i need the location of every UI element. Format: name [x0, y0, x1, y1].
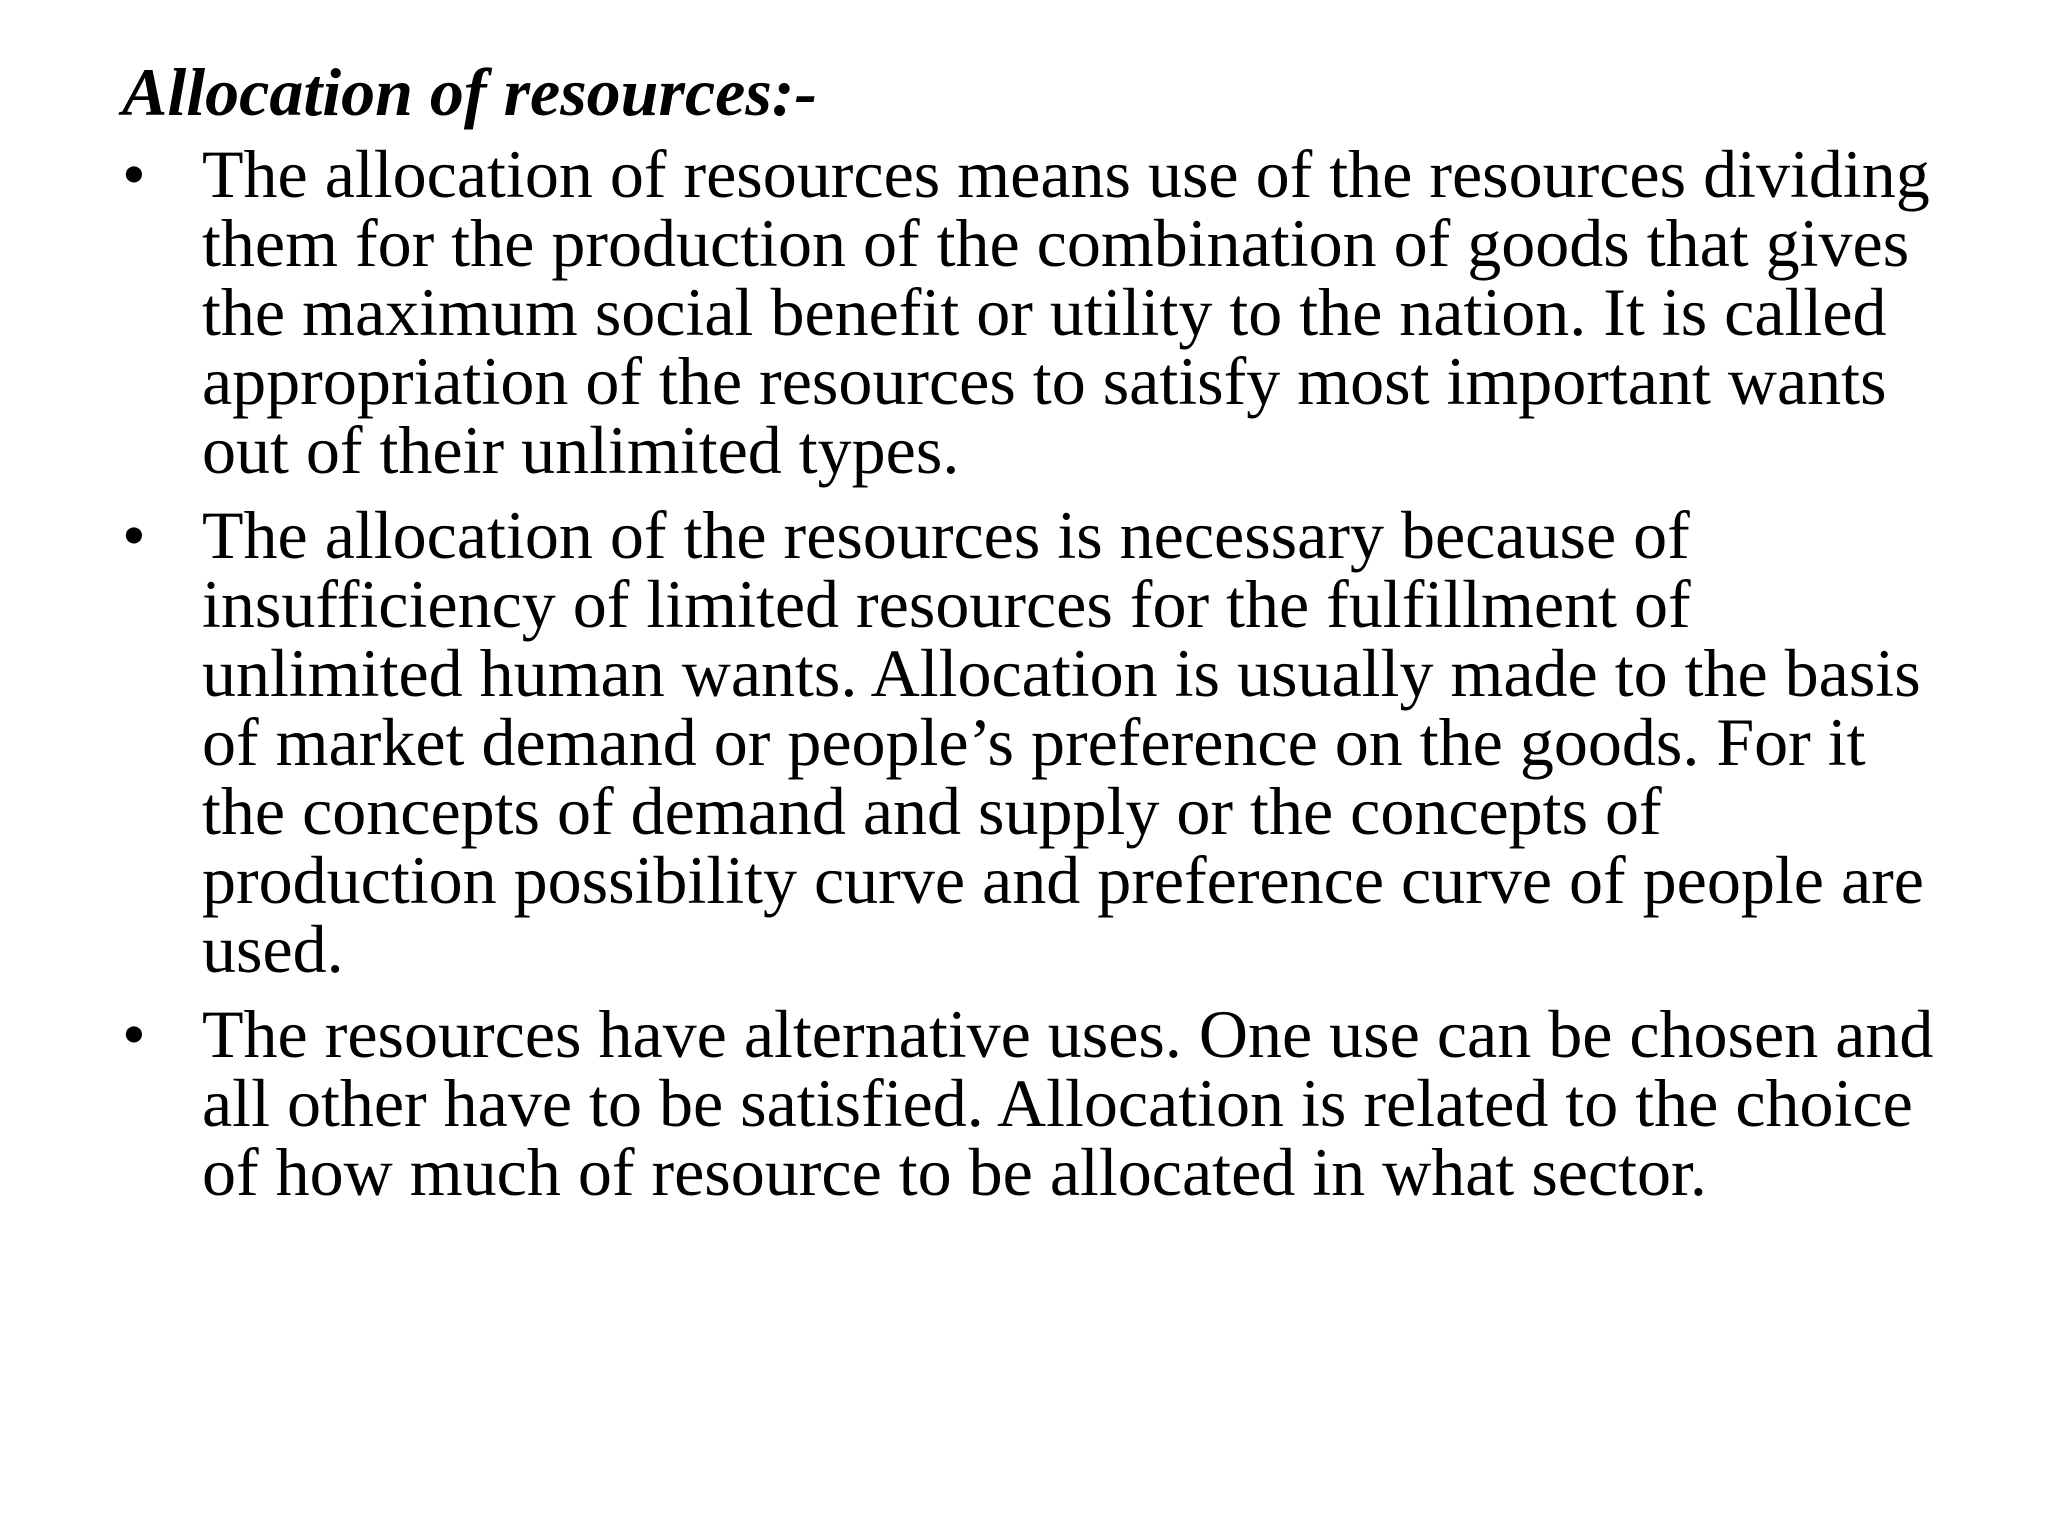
bullet-line: appropriation of the resources to satisfy most important wants	[202, 343, 1887, 419]
bullet-item	[122, 996, 2042, 1210]
bullet-line: The resources have alternative uses. One use can be chosen and	[202, 996, 1934, 1072]
bullet-line: unlimited human wants. Allocation is usually made to the basis	[202, 635, 1921, 711]
slide-title: Allocation of resources:-	[122, 54, 818, 130]
bullet-item	[122, 497, 2042, 987]
bullet-line: The allocation of resources means use of the resources dividing	[202, 136, 1930, 212]
bullet-list	[122, 136, 2042, 1223]
bullet-marker: •	[122, 996, 146, 1072]
bullet-line: all other have to be satisfied. Allocation is related to the choice	[202, 1065, 1913, 1141]
bullet-marker: •	[122, 497, 146, 573]
bullet-line: out of their unlimited types.	[202, 412, 960, 488]
bullet-marker: •	[122, 136, 146, 212]
bullet-line: them for the production of the combination of goods that gives	[202, 205, 1910, 281]
bullet-line: of how much of resource to be allocated in what sector.	[202, 1134, 1707, 1210]
bullet-line: insufficiency of limited resources for the fulfillment of	[202, 566, 1691, 642]
bullet-line: The allocation of the resources is necessary because of	[202, 497, 1690, 573]
bullet-line: used.	[202, 911, 344, 987]
bullet-line: production possibility curve and preference curve of people are	[202, 842, 1924, 918]
bullet-item	[122, 136, 2042, 488]
bullet-line: of market demand or people’s preference on the goods. For it	[202, 704, 1866, 780]
bullet-line: the concepts of demand and supply or the concepts of	[202, 773, 1662, 849]
bullet-line: the maximum social benefit or utility to the nation. It is called	[202, 274, 1887, 350]
